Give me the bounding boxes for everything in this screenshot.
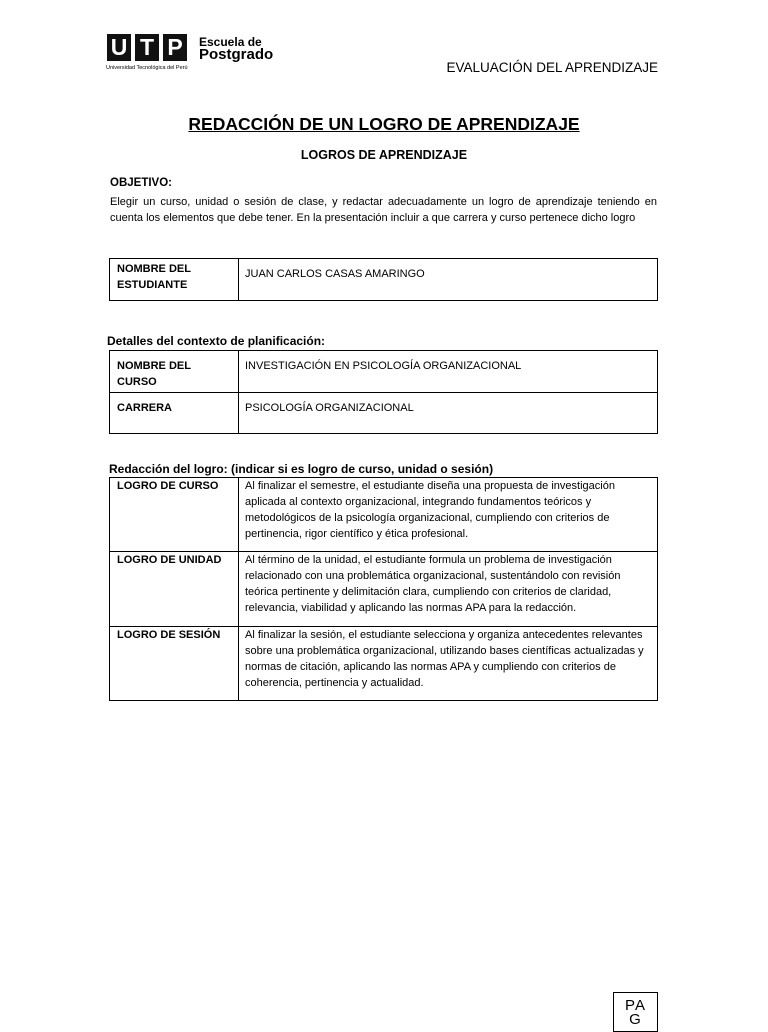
logo-letter-p: P — [163, 34, 187, 61]
career-value: PSICOLOGÍA ORGANIZACIONAL — [239, 393, 658, 434]
course-label: NOMBRE DEL CURSO — [110, 351, 239, 393]
career-label: CARRERA — [110, 393, 239, 434]
logo-tagline: Universidad Tecnológica del Perú — [106, 65, 188, 71]
logo-letter-u: U — [107, 34, 131, 61]
logro-unidad-label: LOGRO DE UNIDAD — [110, 552, 239, 627]
table-row — [110, 478, 658, 552]
header-title: EVALUACIÓN DEL APRENDIZAJE — [446, 60, 658, 75]
context-heading: Detalles del contexto de planificación: — [107, 334, 326, 348]
logro-curso-value: Al finalizar el semestre, el estudiante diseña una propuesta de investigación aplicada al contexto organizacional, integrando fundamentos teóricos y metodológicos de la psicología organizacional, cumpliendo con criterios de pertinencia, rigor científico y ética profesional. — [239, 478, 658, 552]
logro-curso-label: LOGRO DE CURSO — [110, 478, 239, 552]
document-title: REDACCIÓN DE UN LOGRO DE APRENDIZAJE — [188, 114, 580, 134]
page-box-line1: PA — [625, 997, 646, 1014]
table-row — [110, 259, 658, 301]
student-name-value: JUAN CARLOS CASAS AMARINGO — [239, 259, 658, 301]
table-row — [110, 393, 658, 434]
logros-table — [109, 477, 658, 701]
logro-sesion-value: Al finalizar la sesión, el estudiante selecciona y organiza antecedentes relevantes sobre una problemática organizacional, utilizando bases científicas actualizadas y normas de citación, aplicando las normas APA y cumpliendo con criterios de coherencia, pertinencia y actualidad. — [239, 627, 658, 701]
student-label-line1: NOMBRE DEL — [117, 263, 191, 275]
table-row — [110, 552, 658, 627]
logo-line2: Postgrado — [199, 46, 274, 63]
student-table — [109, 258, 658, 301]
table-row — [110, 351, 658, 393]
student-label-cell — [110, 259, 239, 301]
student-label-line2: ESTUDIANTE — [117, 279, 188, 291]
page-number-box — [613, 992, 658, 1032]
table-row — [110, 627, 658, 701]
objective-label: OBJETIVO: — [110, 177, 172, 189]
course-value: INVESTIGACIÓN EN PSICOLOGÍA ORGANIZACIONAL — [239, 351, 658, 393]
logro-unidad-value: Al término de la unidad, el estudiante formula un problema de investigación relacionado con una problemática organizacional, sustentándolo con revisión teórica pertinente y delimitación clara, cumpliendo con criterios de claridad, relevancia, viabilidad y aplicando las normas APA para la redacción. — [239, 552, 658, 627]
page-box-line2: G — [629, 1011, 642, 1028]
logro-sesion-label: LOGRO DE SESIÓN — [110, 627, 239, 701]
objective-text: Elegir un curso, unidad o sesión de clase, y redactar adecuadamente un logro de aprendizaje teniendo en cuenta los elementos que debe tener. En la presentación incluir a que carrera y curso pertenece dicho logro — [110, 196, 657, 224]
logo-line1: Escuela de — [199, 35, 262, 49]
logros-heading: Redacción del logro: (indicar si es logro de curso, unidad o sesión) — [109, 462, 494, 476]
context-table — [109, 350, 658, 434]
document-subtitle: LOGROS DE APRENDIZAJE — [300, 148, 468, 162]
logo-letter-t: T — [135, 34, 159, 61]
